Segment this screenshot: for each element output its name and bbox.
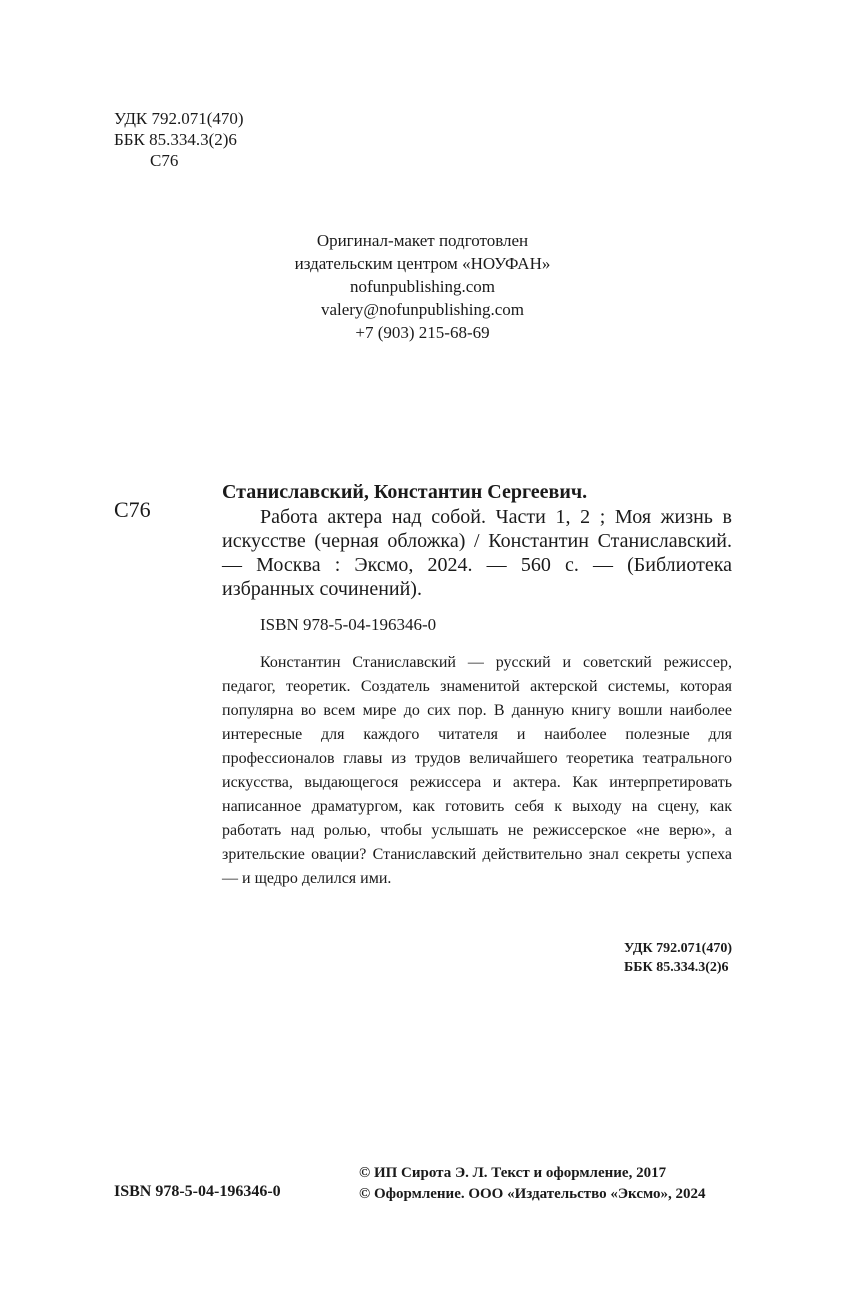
classification-top xyxy=(114,108,244,171)
copyright-line-1: © ИП Сирота Э. Л. Текст и оформление, 2017 xyxy=(359,1165,667,1181)
imprint-phone: +7 (903) 215-68-69 xyxy=(355,323,490,342)
imprint-email: valery@nofunpublishing.com xyxy=(320,300,525,319)
imprint-line: издательским центром «НОУФАН» xyxy=(294,254,551,273)
copyright-block xyxy=(359,1163,706,1205)
udk-code: УДК 792.071(470) xyxy=(114,109,244,128)
footer-isbn: ISBN 978-5-04-196346-0 xyxy=(114,1183,281,1200)
isbn-entry: ISBN 978-5-04-196346-0 xyxy=(260,615,437,634)
imprint-block xyxy=(0,229,845,344)
catalog-entry xyxy=(222,479,732,891)
imprint-website: nofunpublishing.com xyxy=(350,277,495,296)
udk-code-bottom: УДК 792.071(470) xyxy=(624,941,732,956)
annotation: Константин Станиславский — русский и советский режиссер, педагог, теоретик. Создатель знаменитой актерской системы, которая популярна во всем мире до сих пор. В данную книгу вошли наиболее интересные для каждого читателя и наиболее полезные для профессионалов главы из трудов величайшего теоретика театрального искусства, выдающегося режиссера и актера. Как интерпретировать написанное драматургом, как готовить себя к выходу на сцену, как работать над ролью, чтобы услышать не режиссерское «не верю», а зрительские овации? Станиславский действительно знал секреты успеха — и щедро делился ими. xyxy=(222,654,732,887)
bbk-code-bottom: ББК 85.334.3(2)6 xyxy=(624,960,729,975)
side-author-mark: С76 xyxy=(114,497,151,522)
author-heading: Станиславский, Константин Сергеевич. xyxy=(222,481,588,503)
author-mark: С76 xyxy=(150,151,179,170)
copyright-line-2: © Оформление. ООО «Издательство «Эксмо», 2024 xyxy=(359,1186,706,1202)
bibliographic-record: Работа актера над собой. Части 1, 2 ; Моя жизнь в искусстве (черная обложка) / Константин Станиславский. — Москва : Эксмо, 2024. — 560 с. — (Библиотека избранных сочинений). xyxy=(222,506,732,600)
classification-bottom xyxy=(624,939,732,977)
imprint-line: Оригинал-макет подготовлен xyxy=(316,231,529,250)
bbk-code: ББК 85.334.3(2)6 xyxy=(114,130,237,149)
